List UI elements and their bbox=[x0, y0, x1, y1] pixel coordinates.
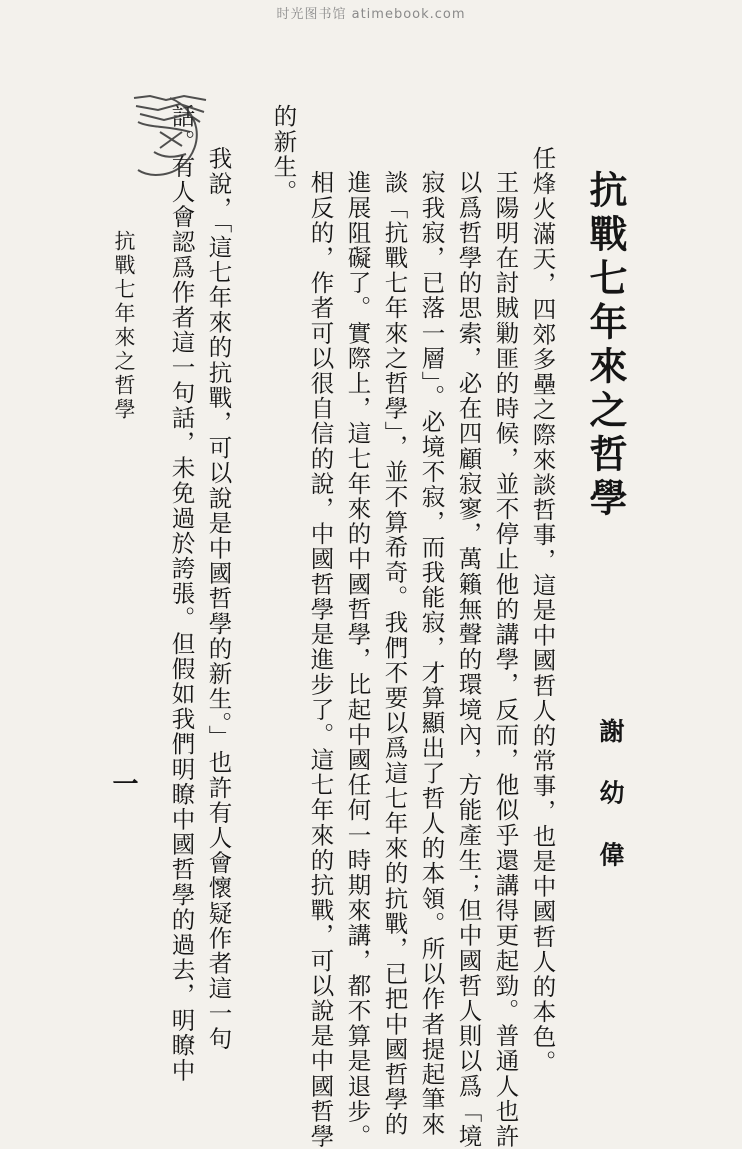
article-title: 抗戰七年來之哲學 bbox=[583, 170, 628, 522]
paragraph-line-8: 的新生。 bbox=[269, 104, 298, 205]
page-number: 一 bbox=[108, 770, 138, 796]
author-name: 謝 幼 偉 bbox=[596, 718, 625, 881]
running-title: 抗戰七年來之哲學 bbox=[112, 230, 136, 422]
paragraph-line-7: 相反的，作者可以很自信的說，中國哲學是進步了。這七年來的抗戰，可以說是中國哲學 bbox=[306, 170, 335, 1149]
paragraph-line-4: 寂我寂，已落一層」。必境不寂，而我能寂，才算顯出了哲人的本領。所以作者提起筆來 bbox=[417, 170, 446, 1138]
paragraph-line-9: 我說，「這七年來的抗戰，可以說是中國哲學的新生。」也許有人會懷疑作者這一句 bbox=[204, 146, 233, 1052]
paragraph-line-5: 談「抗戰七年來之哲學」，並不算希奇。我們不要以爲這七年來的抗戰，已把中國哲學的 bbox=[380, 170, 409, 1138]
site-watermark: 时光图书馆 atimebook.com bbox=[276, 7, 466, 22]
paragraph-line-2: 王陽明在討賊勦匪的時候，並不停止他的講學，反而，他似乎還講得更起勁。普通人也許 bbox=[491, 170, 520, 1149]
library-stamp bbox=[130, 92, 210, 184]
paragraph-line-1: 任烽火滿天，四郊多壘之際來談哲事，這是中國哲人的常事，也是中國哲人的本色。 bbox=[528, 146, 557, 1075]
paragraph-line-10: 話。有人會認爲作者這一句話，未免過於誇張。但假如我們明瞭中國哲學的過去，明瞭中 bbox=[167, 104, 196, 1083]
paragraph-line-3: 以爲哲學的思索，必在四顧寂寥，萬籟無聲的環境內，方能產生；但中國哲人則以爲「境 bbox=[454, 170, 483, 1149]
paragraph-line-6: 進展阻礙了。實際上，這七年來的中國哲學，比起中國任何一時期來講，都不算是退步。 bbox=[343, 170, 372, 1149]
